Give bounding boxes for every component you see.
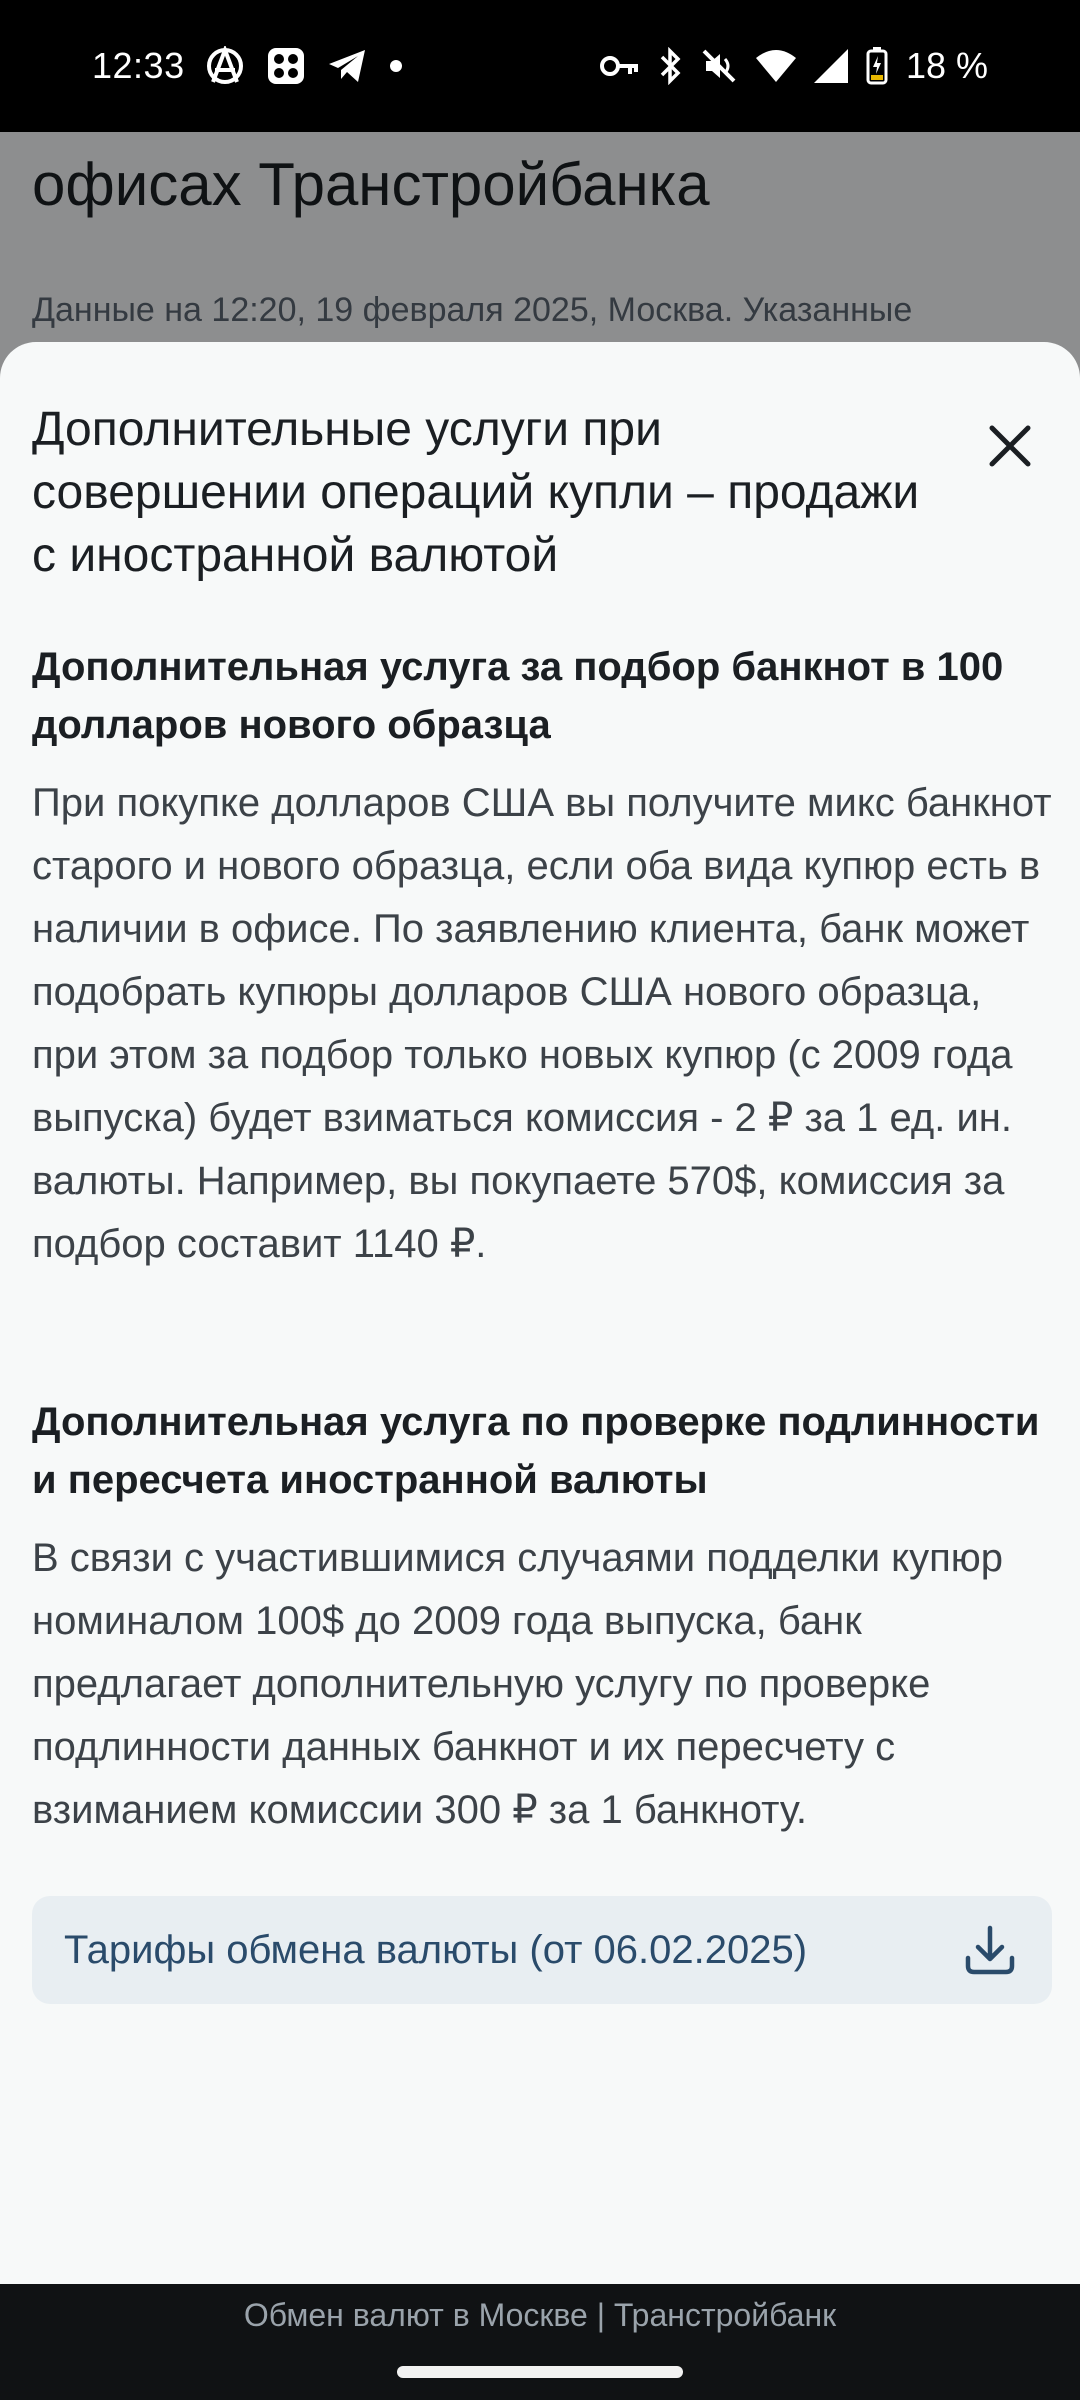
download-icon [962, 1922, 1018, 1978]
telegram-icon [327, 48, 367, 84]
tariff-download-link[interactable] [32, 1896, 1052, 2004]
section-text: В связи с участившимися случаями подделки купюр номиналом 100$ до 2009 года выпуска, банк предлагает дополнительную услугу по проверке подлинности данных банкнот и их пересчету с взиманием комиссии 300 ₽ за 1 банкноту. [32, 1536, 1004, 1832]
mute-icon [700, 47, 738, 85]
dot-icon [389, 59, 403, 73]
page-caption: Обмен валют в Москве | Транстройбанк [243, 2297, 837, 2333]
battery-percent: 18 % [905, 45, 988, 86]
background-page-title: офисах Транстройбанка [32, 151, 710, 218]
close-button[interactable] [970, 406, 1050, 486]
vpn-key-icon [600, 52, 640, 80]
close-icon [988, 424, 1032, 468]
signal-icon [814, 49, 848, 83]
tariff-link-label: Тарифы обмена валюты (от 06.02.2025) [64, 1928, 808, 1972]
status-time: 12:33 [92, 45, 185, 86]
bluetooth-icon [658, 47, 682, 85]
section-text: При покупке долларов США вы получите микс банкнот старого и нового образца, если оба вида купюр есть в наличии в офисе. По заявлению клиента, банк может подобрать купюры долларов США нового образца, при этом за подбор только новых купюр (с 2009 года выпуска) будет взиматься комиссия - 2 ₽ за 1 ед. ин. валюты. Например, вы покупаете 570$, комиссия за подбор составит 1140 ₽. [32, 781, 1052, 1266]
anarchy-icon [205, 46, 245, 86]
status-bar [0, 0, 1080, 132]
app-grid-icon [267, 47, 305, 85]
section-authenticity-check [32, 1393, 1052, 1842]
sheet-title: Дополнительные услуги при совершении операций купли – продажи с иностранной валютой [32, 403, 920, 582]
bottom-bar [0, 2284, 1080, 2400]
bottom-sheet [0, 342, 1080, 2284]
battery-icon [866, 47, 888, 85]
section-new-banknotes [32, 638, 1052, 1276]
status-notification-icons [205, 46, 403, 86]
status-system-icons [600, 42, 988, 90]
home-gesture-handle[interactable] [397, 2366, 683, 2378]
background-page-info: Данные на 12:20, 19 февраля 2025, Москва. Указанные [32, 291, 913, 329]
wifi-icon [756, 50, 796, 82]
section-heading: Дополнительная услуга по проверке подлинности и пересчета иностранной валюты [32, 1400, 1040, 1502]
section-heading: Дополнительная услуга за подбор банкнот в 100 долларов нового образца [32, 645, 1004, 747]
